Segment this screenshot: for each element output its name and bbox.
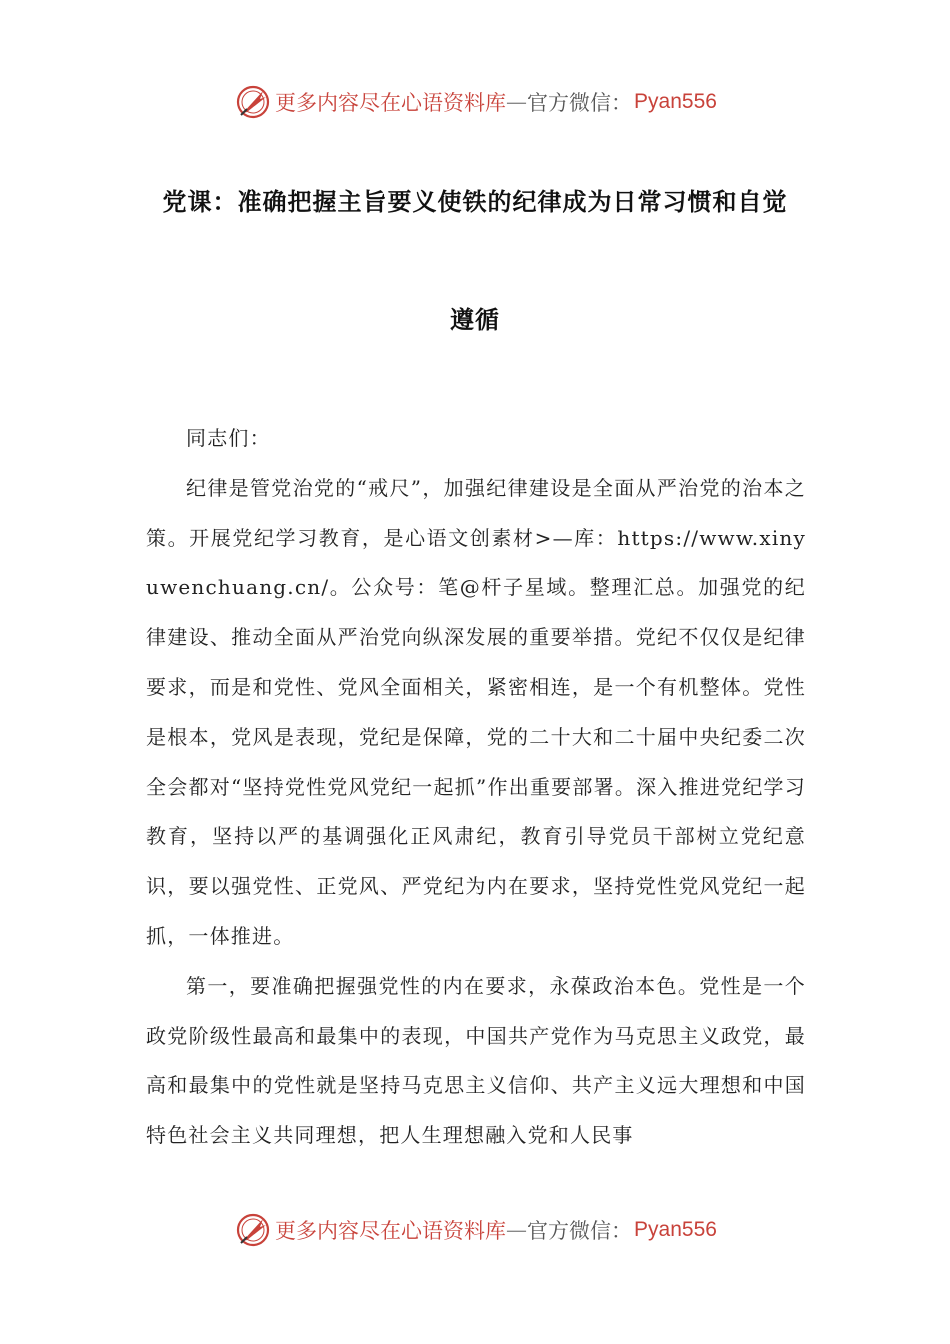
banner-separator: —	[506, 90, 528, 114]
header-watermark-banner	[0, 78, 950, 126]
quill-logo-icon	[233, 1210, 273, 1250]
body-paragraph: 纪律是管党治党的“戒尺”，加强纪律建设是全面从严治党的治本之策。开展党纪学习教育，是心语文创素材>—库：https://www.xinyuwenchuang.cn/。公众号：笔@杆子星域。整理汇总。加强党的纪律建设、推动全面从严治党向纵深发展的重要举措。党纪不仅仅是纪律要求，而是和党性、党风全面相关，紧密相连，是一个有机整体。党性是根本，党风是表现，党纪是保障，党的二十大和二十届中央纪委二次全会都对“坚持党性党风党纪一起抓”作出重要部署。深入推进党纪学习教育，坚持以严的基调强化正风肃纪，教育引导党员干部树立党纪意识，要以强党性、正党风、严党纪为内在要求，坚持党性党风党纪一起抓，一体推进。	[146, 475, 806, 948]
body-paragraph: 第一，要准确把握强党性的内在要求，永葆政治本色。党性是一个政党阶级性最高和最集中的表现，中国共产党作为马克思主义政党，最高和最集中的党性就是坚持马克思主义信仰、共产主义远大理想和中国特色社会主义共同理想，把人生理想融入党和人民事	[146, 973, 806, 1148]
document-title-line-1: 党课：准确把握主旨要义使铁的纪律成为日常习惯和自觉	[162, 188, 788, 216]
banner-wechat-id: Pyan556	[634, 1218, 717, 1241]
document-title-line-2: 遵循	[450, 306, 500, 334]
quill-logo-icon	[233, 82, 273, 122]
salutation-paragraph: 同志们：	[186, 426, 271, 450]
banner-wechat-label: 官方微信：	[527, 1219, 633, 1243]
banner-wechat-label: 官方微信：	[527, 91, 633, 115]
banner-ad-text: 更多内容尽在心语资料库	[275, 91, 507, 115]
banner-ad-text: 更多内容尽在心语资料库	[275, 1219, 507, 1243]
banner-wechat-id: Pyan556	[634, 90, 717, 113]
footer-watermark-banner	[0, 1206, 950, 1254]
banner-separator: —	[506, 1218, 528, 1242]
document-body	[146, 414, 806, 1161]
